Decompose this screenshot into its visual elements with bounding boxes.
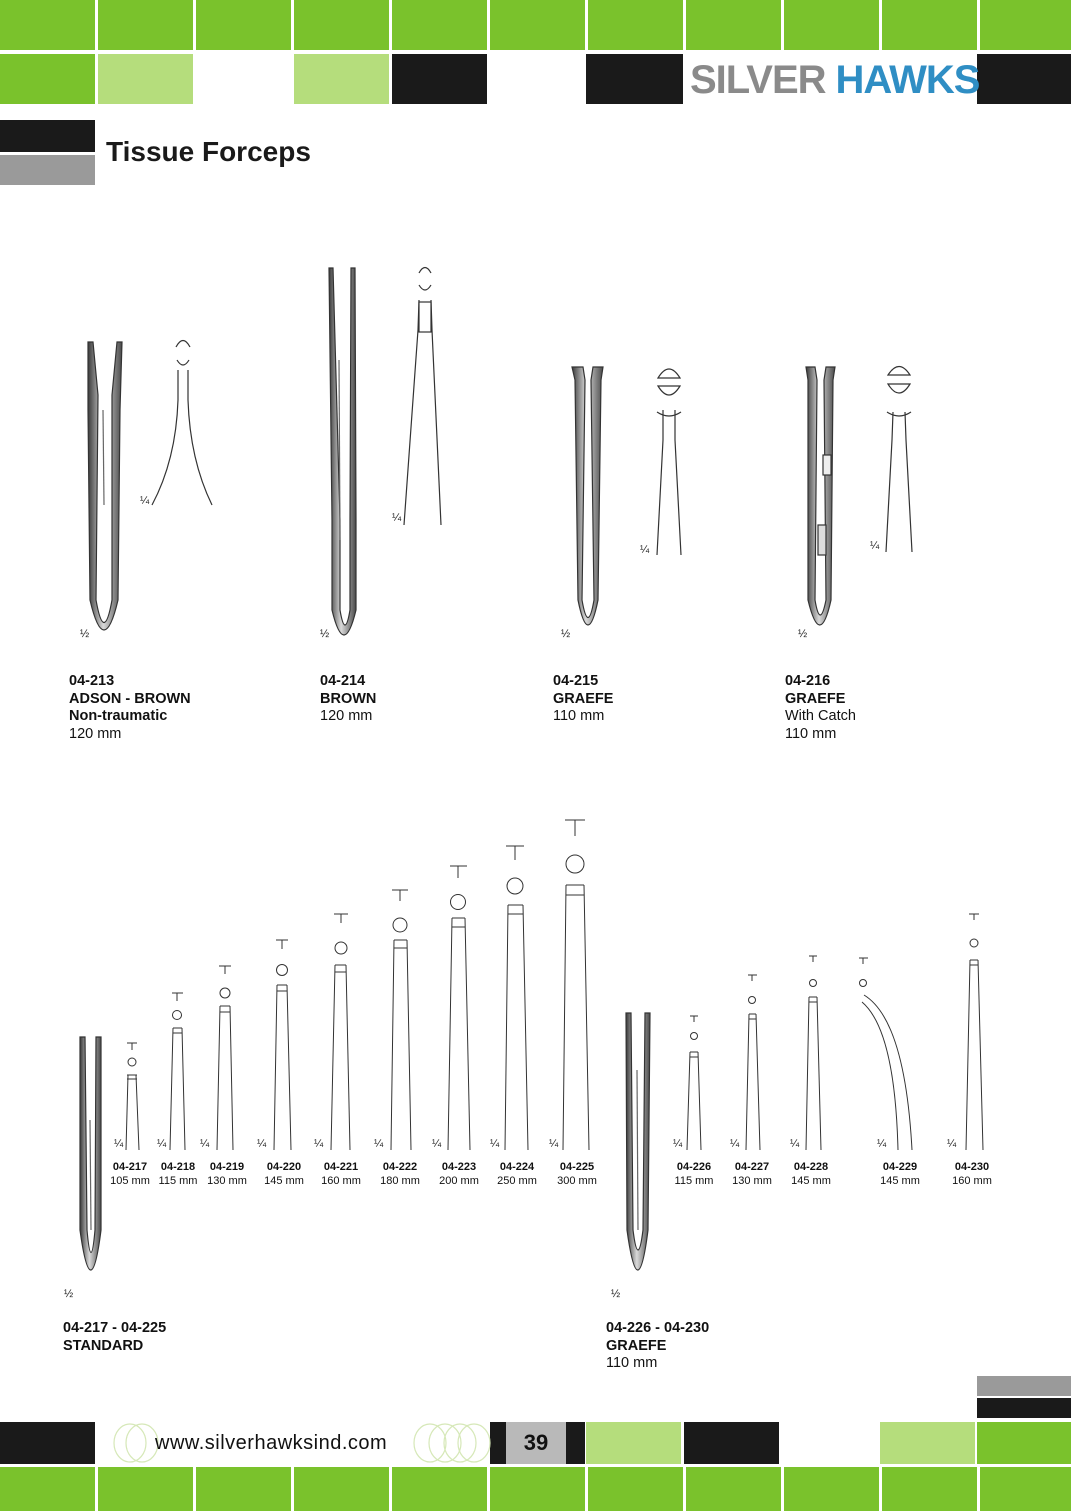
product-note: Non-traumatic bbox=[69, 708, 168, 724]
item-size: 130 mm bbox=[732, 1175, 772, 1187]
item-size: 105 mm bbox=[110, 1175, 150, 1187]
product-size: 110 mm bbox=[553, 708, 605, 724]
product-code: 04-216 bbox=[785, 673, 831, 689]
group-size: 110 mm bbox=[606, 1355, 658, 1371]
item-code: 04-226 bbox=[676, 1161, 712, 1173]
item-size: 180 mm bbox=[380, 1175, 420, 1187]
item-code: 04-228 bbox=[793, 1161, 829, 1173]
scale-mark: ¼ bbox=[257, 1138, 267, 1150]
scale-mark: ½ bbox=[80, 628, 90, 640]
page-title: Tissue Forceps bbox=[106, 136, 311, 167]
item-size: 200 mm bbox=[439, 1175, 479, 1187]
scale-mark: ¼ bbox=[870, 540, 880, 552]
item-code: 04-221 bbox=[323, 1161, 359, 1173]
scale-mark: ¼ bbox=[374, 1138, 384, 1150]
scale-mark: ¼ bbox=[490, 1138, 500, 1150]
item-size: 250 mm bbox=[497, 1175, 537, 1187]
item-code: 04-219 bbox=[209, 1161, 245, 1173]
scale-mark: ½ bbox=[798, 628, 808, 640]
product-size: 120 mm bbox=[320, 708, 373, 724]
scale-mark: ¼ bbox=[549, 1138, 559, 1150]
product-code: 04-215 bbox=[553, 673, 599, 689]
item-code: 04-220 bbox=[266, 1161, 302, 1173]
group-name: GRAEFE bbox=[606, 1337, 667, 1354]
brand-hawks: HAWKS bbox=[835, 58, 980, 102]
product-name: ADSON - BROWN bbox=[69, 690, 191, 707]
scale-mark: ½ bbox=[320, 628, 330, 640]
product-size: 120 mm bbox=[69, 725, 122, 742]
scale-mark: ¼ bbox=[140, 495, 150, 507]
product-name: GRAEFE bbox=[785, 690, 846, 707]
item-size: 130 mm bbox=[207, 1175, 247, 1187]
product-note: With Catch bbox=[785, 708, 856, 724]
item-code: 04-218 bbox=[160, 1161, 196, 1173]
item-code: 04-229 bbox=[882, 1161, 918, 1173]
item-size: 145 mm bbox=[264, 1175, 304, 1187]
item-code: 04-223 bbox=[441, 1161, 477, 1173]
scale-mark: ¼ bbox=[790, 1138, 800, 1150]
scale-mark: ¼ bbox=[640, 544, 650, 556]
scale-mark: ¼ bbox=[877, 1138, 887, 1150]
scale-mark: ¼ bbox=[392, 512, 402, 524]
item-code: 04-224 bbox=[499, 1161, 535, 1173]
page-number: 39 bbox=[506, 1422, 566, 1464]
scale-mark: ¼ bbox=[432, 1138, 442, 1150]
product-code: 04-214 bbox=[320, 673, 366, 689]
scale-mark: ¼ bbox=[314, 1138, 324, 1150]
item-size: 115 mm bbox=[158, 1175, 198, 1187]
scale-mark: ¼ bbox=[673, 1138, 683, 1150]
item-size: 300 mm bbox=[557, 1175, 597, 1187]
item-size: 115 mm bbox=[674, 1175, 714, 1187]
item-code: 04-225 bbox=[559, 1161, 595, 1173]
item-size: 145 mm bbox=[791, 1175, 831, 1187]
scale-mark: ½ bbox=[561, 628, 571, 640]
item-size: 160 mm bbox=[952, 1175, 992, 1187]
brand-silver: SILVER bbox=[690, 58, 826, 102]
product-name: BROWN bbox=[320, 690, 377, 707]
product-code: 04-213 bbox=[69, 673, 115, 689]
item-code: 04-222 bbox=[382, 1161, 418, 1173]
product-size: 110 mm bbox=[785, 725, 837, 742]
item-code: 04-230 bbox=[954, 1161, 990, 1173]
scale-mark: ¼ bbox=[114, 1138, 124, 1150]
group-name: STANDARD bbox=[63, 1337, 144, 1354]
item-code: 04-217 bbox=[112, 1161, 148, 1173]
item-size: 160 mm bbox=[321, 1175, 361, 1187]
scale-mark: ¼ bbox=[200, 1138, 210, 1150]
scale-mark: ½ bbox=[611, 1288, 621, 1300]
scale-mark: ½ bbox=[64, 1288, 74, 1300]
group-range: 04-217 - 04-225 bbox=[63, 1320, 167, 1336]
scale-mark: ¼ bbox=[730, 1138, 740, 1150]
scale-mark: ¼ bbox=[157, 1138, 167, 1150]
scale-mark: ¼ bbox=[947, 1138, 957, 1150]
group-range: 04-226 - 04-230 bbox=[606, 1320, 710, 1336]
product-name: GRAEFE bbox=[553, 690, 614, 707]
footer-website-link[interactable]: www.silverhawksind.com bbox=[155, 1432, 388, 1454]
item-size: 145 mm bbox=[880, 1175, 920, 1187]
item-code: 04-227 bbox=[734, 1161, 770, 1173]
